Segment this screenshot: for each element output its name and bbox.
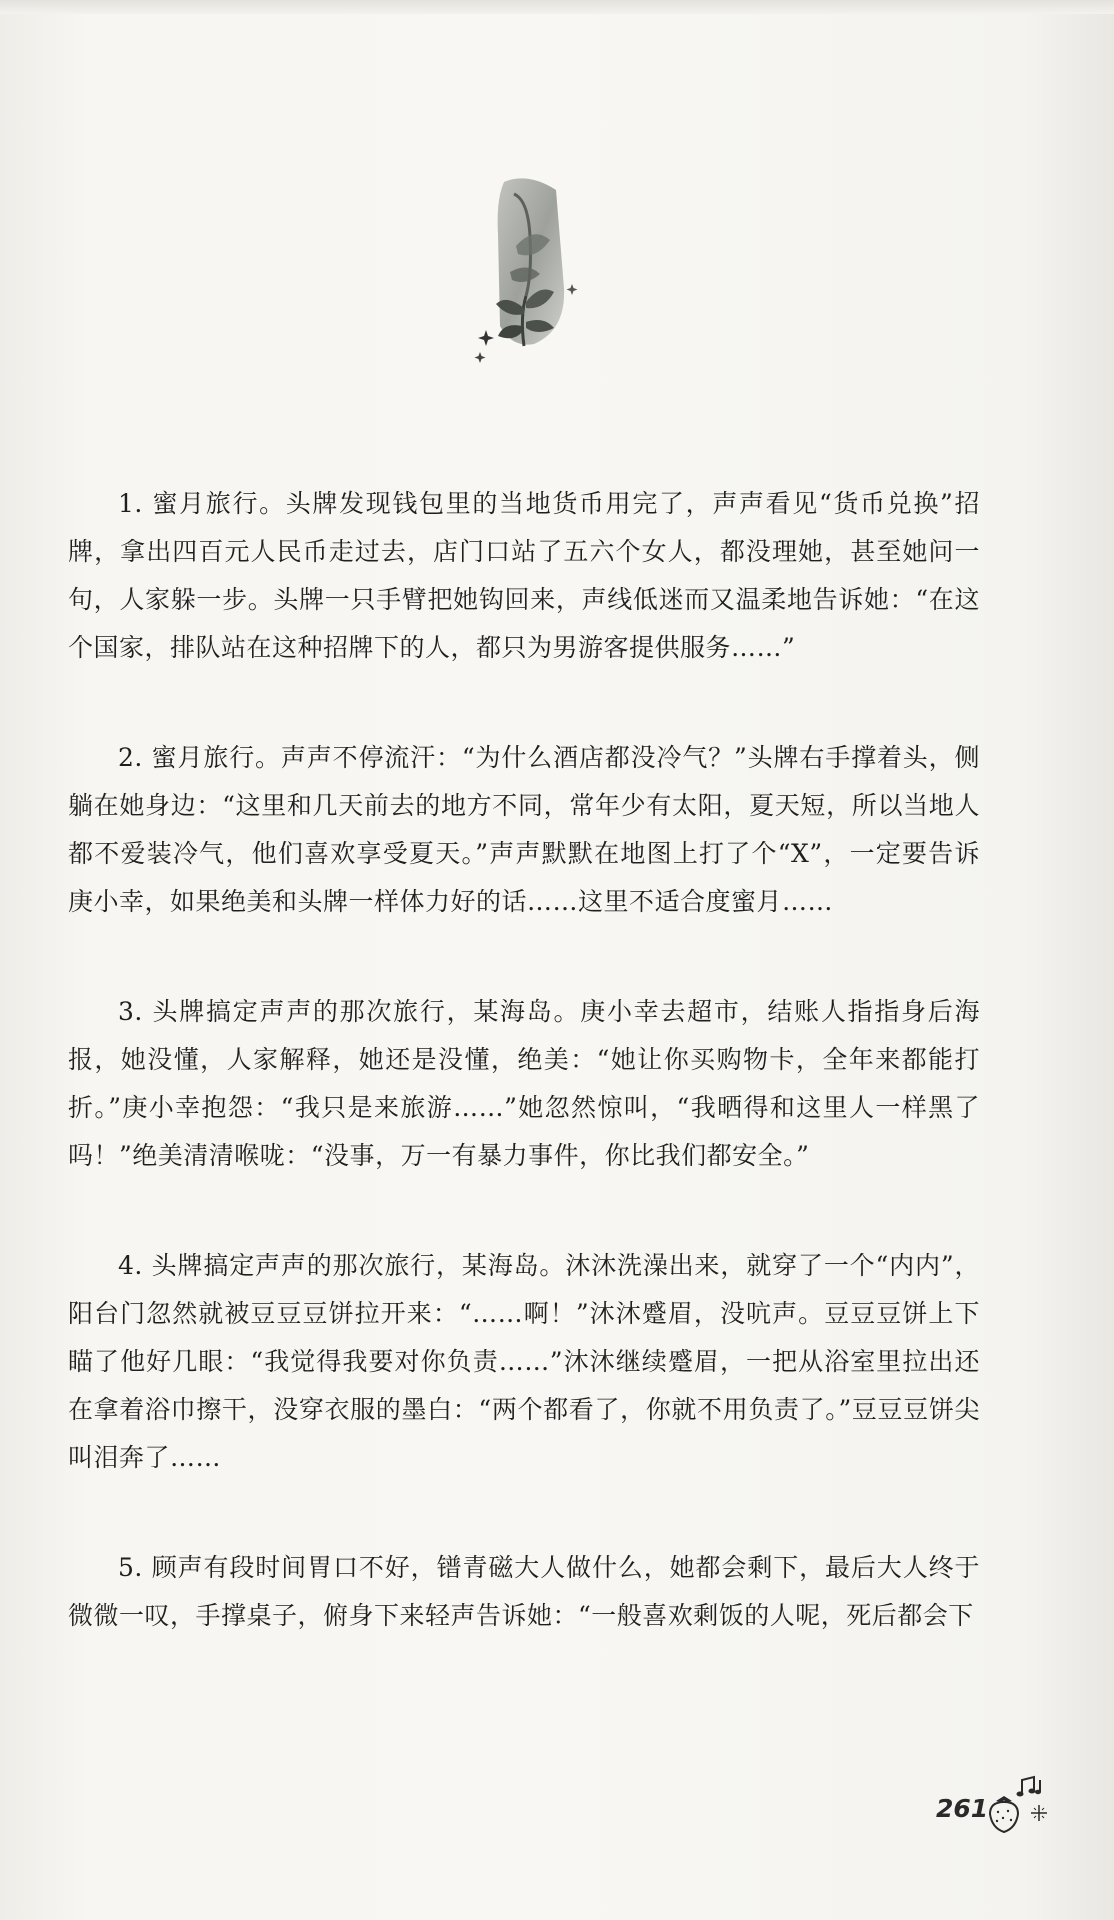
page-footer xyxy=(924,1774,1074,1854)
paragraph-2: 2. 蜜月旅行。声声不停流汗：“为什么酒店都没冷气？”头牌右手撑着头，侧躺在她身边：“这里和几天前去的地方不同，常年少有太阳，夏天短，所以当地人都不爱装冷气，他们喜欢享受夏天。”声声默默在地图上打了个“X”，一定要告诉庚小幸，如果绝美和头牌一样体力好的话……这里不适合度蜜月…… xyxy=(68,743,980,916)
sparkle-icon xyxy=(1030,1804,1048,1822)
floral-ornament-icon xyxy=(470,176,588,366)
main-text xyxy=(68,480,980,1702)
paragraph-1: 1. 蜜月旅行。头牌发现钱包里的当地货币用完了，声声看见“货币兑换”招牌，拿出四百元人民币走过去，店门口站了五六个女人，都没理她，甚至她问一句，人家躲一步。头牌一只手臂把她钩回来，声线低迷而又温柔地告诉她：“在这个国家，排队站在这种招牌下的人，都只为男游客提供服务……” xyxy=(68,489,980,662)
page-number: 261 xyxy=(936,1794,989,1823)
strawberry-icon xyxy=(986,1792,1022,1834)
page-top-edge xyxy=(0,0,1114,14)
paragraph-4: 4. 头牌搞定声声的那次旅行，某海岛。沐沐洗澡出来，就穿了一个“内内”，阳台门忽然就被豆豆豆饼拉开来：“……啊！”沐沐蹙眉，没吭声。豆豆豆饼上下瞄了他好几眼：“我觉得我要对你负责……”沐沐继续蹙眉，一把从浴室里拉出还在拿着浴巾擦干，没穿衣服的墨白：“两个都看了，你就不用负责了。”豆豆豆饼尖叫泪奔了…… xyxy=(68,1251,980,1472)
paragraph-5: 5. 顾声有段时间胃口不好，镨青磁大人做什么，她都会剩下，最后大人终于微微一叹，手撑桌子，俯身下来轻声告诉她：“一般喜欢剩饭的人呢，死后都会下 xyxy=(68,1553,980,1630)
paragraph-3: 3. 头牌搞定声声的那次旅行，某海岛。庚小幸去超市，结账人指指身后海报，她没懂，人家解释，她还是没懂，绝美：“她让你买购物卡，全年来都能打折。”庚小幸抱怨：“我只是来旅游……”她忽然惊叫，“我晒得和这里人一样黑了吗！”绝美清清喉咙：“没事，万一有暴力事件，你比我们都安全。” xyxy=(68,997,980,1170)
